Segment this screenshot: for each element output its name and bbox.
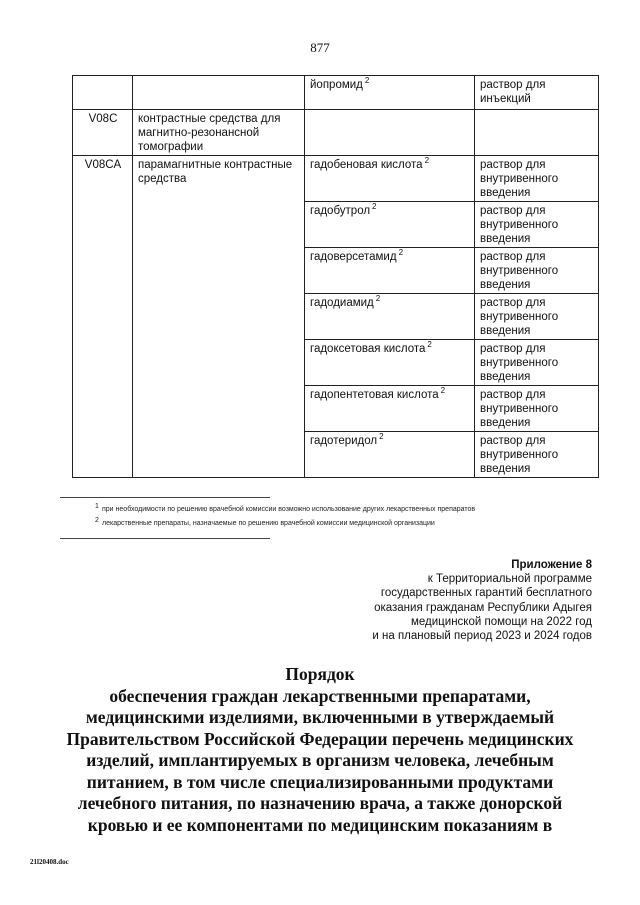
drug-name-cell — [305, 248, 475, 294]
drug-name-cell-text: гадобеновая кислота — [310, 159, 423, 171]
heading-line: Правительством Российской Федерации перечень медицинских — [66, 728, 574, 749]
footnote-ref: 2 — [440, 386, 446, 395]
heading-line: изделий, имплантируемых в организм человека, лечебным — [86, 750, 554, 770]
page-number: 877 — [310, 40, 330, 55]
drug-name-cell-text: гадобутрол — [310, 205, 371, 217]
drug-name-cell-text: гадоксетовая кислота — [310, 343, 426, 355]
file-name: 21l20408.doc — [30, 858, 69, 866]
group-name-cell — [133, 110, 305, 156]
dosage-form-cell — [475, 386, 599, 432]
atc-code-cell — [73, 76, 133, 110]
drug-name-cell — [305, 432, 475, 478]
table-row — [73, 110, 599, 156]
drug-name-cell-text: гадодиамид — [310, 297, 374, 309]
drug-name-cell — [305, 156, 475, 202]
footnote-rule-2 — [60, 538, 270, 539]
drug-name-cell — [305, 202, 475, 248]
dosage-form-cell-text: раствор для внутривенного введения — [480, 297, 559, 337]
group-name-cell-text: контрастные средства для магнитно-резонансной томографии — [138, 113, 281, 153]
appendix-line: медицинской помощи на 2022 год — [411, 615, 592, 628]
footnote-2-mark: 2 — [95, 517, 99, 524]
drug-name-cell-text: гадотеридол — [310, 435, 378, 447]
footnote-1-mark: 1 — [95, 503, 99, 510]
dosage-form-cell — [475, 110, 599, 156]
footnote-2-text: лекарственные препараты, назначаемые по решению врачебной комиссии медицинской организации — [102, 520, 435, 527]
dosage-form-cell — [475, 156, 599, 202]
footnote-rule — [60, 497, 270, 498]
appendix-line: оказания гражданам Республики Адыгея — [374, 601, 592, 614]
dosage-form-cell-text: раствор для внутривенного введения — [480, 389, 559, 429]
appendix-line: государственных гарантий бесплатного — [380, 587, 592, 600]
heading-line: кровью и ее компонентами по медицинским показаниям в — [87, 814, 553, 835]
dosage-form-cell-text: раствор для внутривенного введения — [480, 205, 559, 245]
appendix-block — [232, 558, 592, 643]
atc-code-cell-text: V08C — [88, 113, 118, 125]
group-name-cell-text: парамагнитные контрастные средства — [138, 159, 293, 185]
drug-name-cell — [305, 110, 475, 156]
dosage-form-cell-text: раствор для внутривенного введения — [480, 435, 559, 475]
dosage-form-cell — [475, 202, 599, 248]
table-row — [73, 76, 599, 110]
drug-table — [72, 75, 599, 478]
dosage-form-cell-text: раствор для внутривенного введения — [480, 251, 559, 291]
dosage-form-cell-text: раствор для внутривенного введения — [480, 159, 559, 199]
drug-name-cell-text: гадопентетовая кислота — [310, 389, 439, 401]
footnote-ref: 2 — [379, 432, 384, 441]
footnote-ref: 2 — [427, 340, 432, 349]
heading-line: питанием, в том числе специализированными продуктами — [86, 771, 554, 792]
table-row — [73, 156, 599, 202]
dosage-form-cell — [475, 432, 599, 478]
appendix-title: Приложение 8 — [511, 559, 592, 571]
footnote-1-text: при необходимости по решению врачебной комиссии возможно использование других лекарственных препаратов — [102, 506, 476, 513]
drug-name-cell — [305, 76, 475, 110]
group-name-cell — [133, 76, 305, 110]
heading-line: Порядок — [285, 664, 355, 684]
atc-code-cell — [73, 110, 133, 156]
footnote-2 — [95, 517, 582, 528]
drug-name-cell — [305, 340, 475, 386]
heading-line: лечебного питания, по назначению врача, а также донорской — [77, 793, 563, 813]
dosage-form-cell — [475, 76, 599, 110]
dosage-form-cell-text: раствор для инъекций — [480, 79, 546, 105]
group-name-cell — [133, 156, 305, 478]
footnote-ref: 2 — [398, 248, 404, 257]
footnote-ref: 2 — [372, 202, 377, 211]
footnote-1 — [95, 503, 582, 514]
dosage-form-cell — [475, 294, 599, 340]
footnote-ref: 2 — [364, 76, 370, 85]
footnote-ref: 2 — [375, 294, 381, 303]
drug-name-cell — [305, 386, 475, 432]
footnote-ref: 2 — [424, 156, 430, 165]
atc-code-cell-text: V08CA — [84, 159, 122, 171]
dosage-form-cell — [475, 248, 599, 294]
dosage-form-cell-text: раствор для внутривенного введения — [480, 343, 559, 383]
drug-name-cell-text: гадоверсетамид — [310, 251, 397, 263]
heading-line: медицинскими изделиями, включенными в утверждаемый — [85, 707, 555, 727]
drug-name-cell-text: йопромид — [310, 79, 363, 91]
atc-code-cell — [73, 156, 133, 478]
appendix-line: к Территориальной программе — [427, 573, 592, 586]
dosage-form-cell — [475, 340, 599, 386]
heading-line: обеспечения граждан лекарственными препаратами, — [109, 685, 531, 706]
drug-name-cell — [305, 294, 475, 340]
appendix-line: и на плановый период 2023 и 2024 годов — [372, 630, 592, 643]
document-heading — [40, 664, 600, 836]
